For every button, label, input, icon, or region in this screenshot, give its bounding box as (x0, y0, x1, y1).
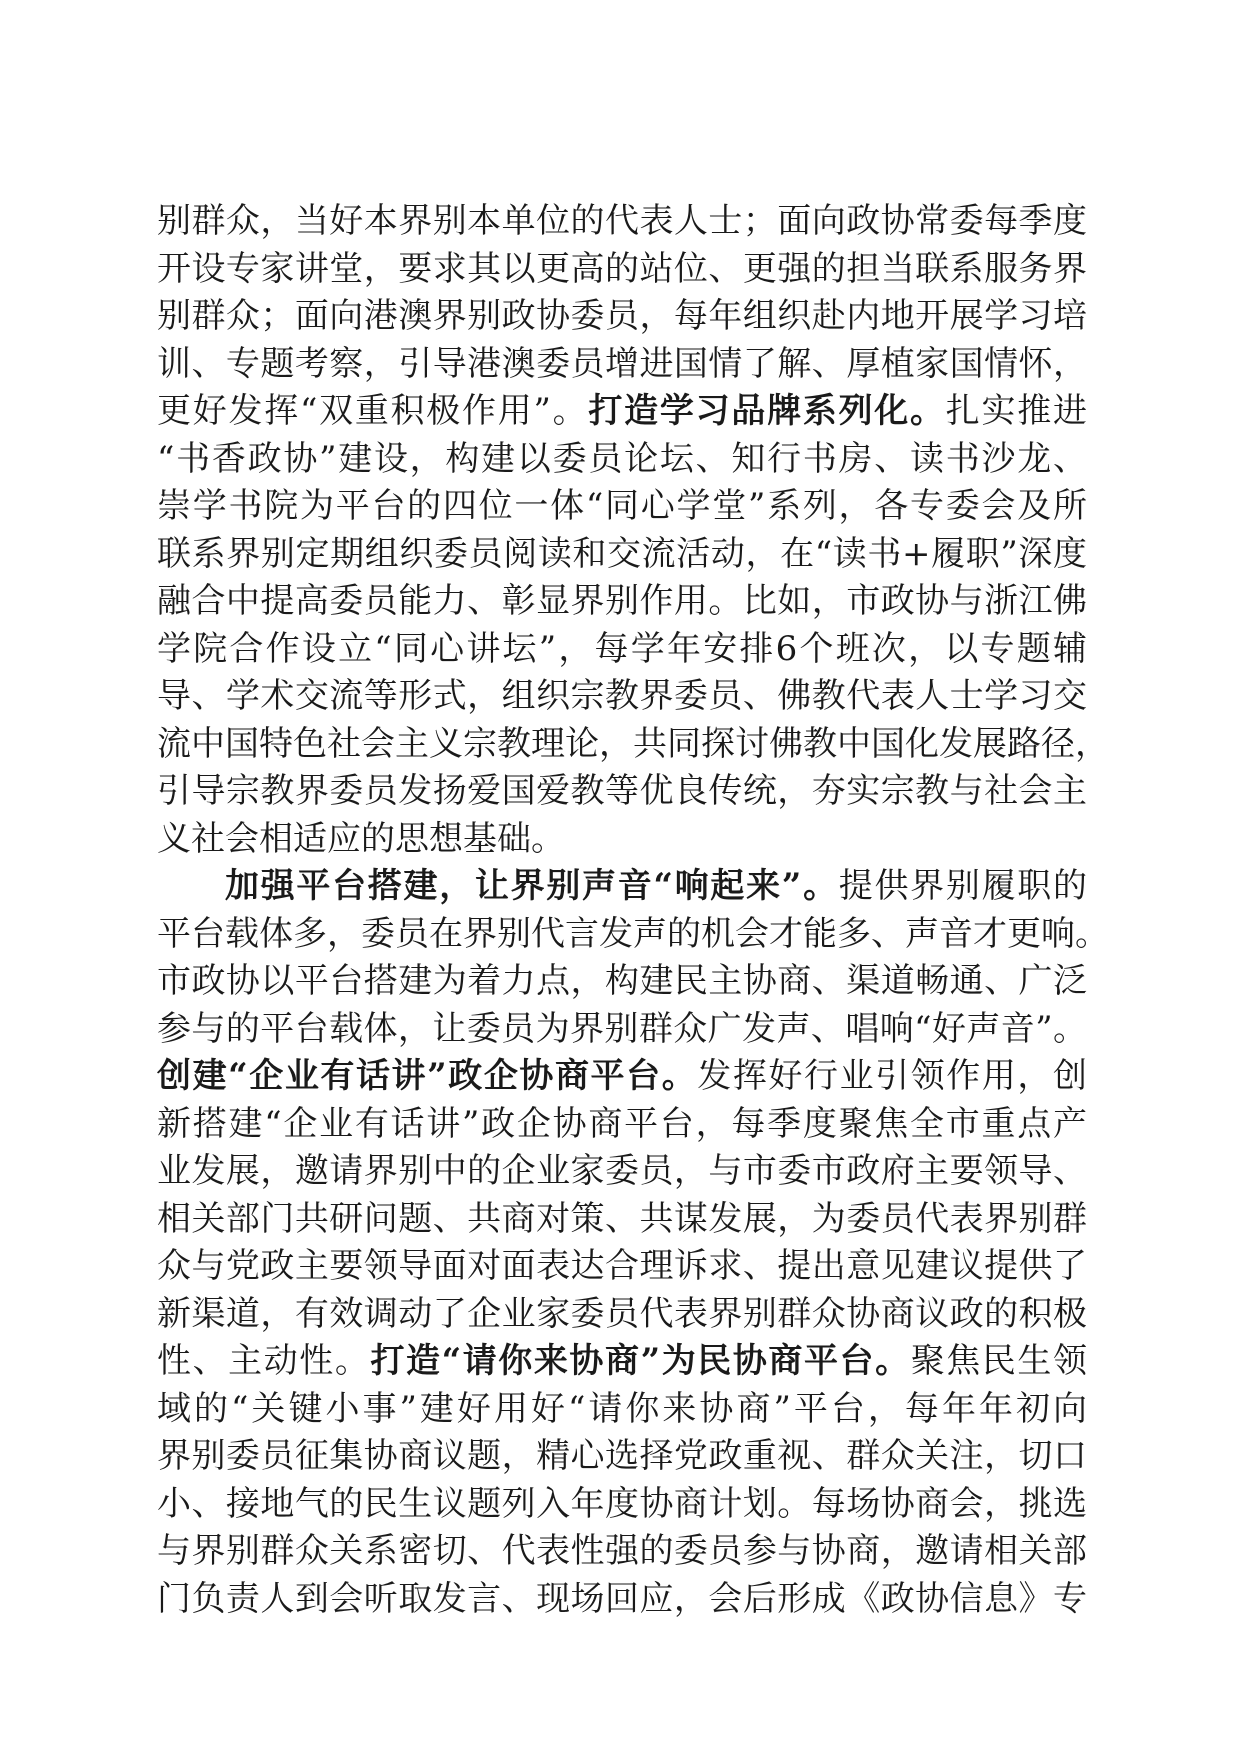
bold-heading-text: 打造“请你来协商”为民协商平台。 (370, 1341, 911, 1381)
text-line (157, 1291, 1087, 1339)
body-text-segment: 业发展，邀请界别中的企业家委员，与市委市政府主要领导、 (157, 1151, 1087, 1191)
body-text-segment: 更好发挥“双重积极作用”。 (157, 391, 589, 431)
bold-heading-text: 创建“企业有话讲”政企协商平台。 (157, 1056, 698, 1096)
text-line (157, 1243, 1087, 1291)
body-text-segment: 引导宗教界委员发扬爱国爱教等优良传统，夯实宗教与社会主 (157, 771, 1087, 811)
bold-heading-text: 加强平台搭建，让界别声音“响起来”。 (225, 866, 839, 906)
text-line (157, 1053, 1087, 1101)
text-line (157, 1101, 1087, 1149)
text-line (157, 958, 1087, 1006)
body-text-segment: 流中国特色社会主义宗教理论，共同探讨佛教中国化发展路径， (157, 723, 1109, 764)
text-line (157, 436, 1087, 484)
text-line (157, 1196, 1087, 1244)
text-line (157, 341, 1087, 389)
body-text-segment: 平台载体多，委员在界别代言发声的机会才能多、声音才更响。 (157, 913, 1109, 954)
text-line (157, 1433, 1087, 1481)
body-text-segment: 与界别群众关系密切、代表性强的委员参与协商，邀请相关部 (157, 1531, 1087, 1571)
text-line (157, 1481, 1087, 1529)
text-line (157, 863, 1087, 911)
body-text-segment: 导、学术交流等形式，组织宗教界委员、佛教代表人士学习交 (157, 676, 1087, 716)
text-line (157, 768, 1087, 816)
text-line (157, 531, 1087, 579)
text-line (157, 1576, 1087, 1624)
text-line (157, 483, 1087, 531)
body-text-segment: 界别委员征集协商议题，精心选择党政重视、群众关注，切口 (157, 1436, 1087, 1476)
body-text-segment: 域的“关键小事”建好用好“请你来协商”平台，每年年初向 (157, 1388, 1087, 1429)
text-line (157, 293, 1087, 341)
text-line (157, 578, 1087, 626)
text-line (157, 1386, 1087, 1434)
body-text-segment: 性、主动性。 (157, 1341, 371, 1381)
text-line (157, 1148, 1087, 1196)
body-text-segment: 融合中提高委员能力、彰显界别作用。比如，市政协与浙江佛 (157, 581, 1087, 621)
body-text-segment: “书香政协”建设，构建以委员论坛、知行书房、读书沙龙、 (157, 438, 1087, 479)
body-text-segment: 联系界别定期组织委员阅读和交流活动，在“读书+履职”深度 (157, 533, 1087, 574)
body-text-segment: 崇学书院为平台的四位一体“同心学堂”系列，各专委会及所 (157, 486, 1087, 526)
body-text (157, 198, 1109, 1623)
body-text-segment: 市政协以平台搭建为着力点，构建民主协商、渠道畅通、广泛 (157, 961, 1087, 1001)
body-text-segment: 学院合作设立“同心讲坛”，每学年安排6个班次，以专题辅 (157, 628, 1087, 669)
text-line (157, 721, 1109, 769)
body-text-segment: 众与党政主要领导面对面表达合理诉求、提出意见建议提供了 (157, 1246, 1087, 1286)
text-line (157, 388, 1087, 436)
body-text-segment: 发挥好行业引领作用，创 (697, 1056, 1088, 1096)
body-text-segment: 参与的平台载体，让委员为界别群众广发声、唱响“好声音”。 (157, 1008, 1087, 1049)
body-text-segment: 开设专家讲堂，要求其以更高的站位、更强的担当联系服务界 (157, 248, 1087, 289)
text-line (157, 626, 1087, 674)
text-line (157, 1006, 1087, 1054)
body-text-segment: 小、接地气的民生议题列入年度协商计划。每场协商会，挑选 (157, 1483, 1087, 1524)
body-text-segment: 新搭建“企业有话讲”政企协商平台，每季度聚焦全市重点产 (157, 1103, 1087, 1144)
body-text-segment: 义社会相适应的思想基础。 (157, 818, 565, 859)
body-text-segment: 相关部门共研问题、共商对策、共谋发展，为委员代表界别群 (157, 1198, 1087, 1239)
body-text-segment: 训、专题考察，引导港澳委员增进国情了解、厚植家国情怀， (157, 343, 1087, 384)
body-text-segment: 别群众；面向港澳界别政协委员，每年组织赴内地开展学习培 (157, 296, 1087, 336)
body-text-segment: 门负责人到会听取发言、现场回应，会后形成《政协信息》专 (157, 1578, 1087, 1619)
text-line (157, 1338, 1087, 1386)
body-text-segment: 提供界别履职的 (838, 866, 1087, 906)
text-line (157, 816, 1087, 864)
body-text-segment: 别群众，当好本界别本单位的代表人士；面向政协常委每季度 (157, 201, 1087, 241)
text-line (157, 911, 1109, 959)
body-text-segment: 新渠道，有效调动了企业家委员代表界别群众协商议政的积极 (157, 1293, 1087, 1334)
text-line (157, 246, 1087, 294)
text-line (157, 673, 1087, 721)
text-line (157, 198, 1087, 246)
text-line (157, 1528, 1087, 1576)
body-text-segment: 聚焦民生领 (910, 1341, 1088, 1381)
bold-heading-text: 打造学习品牌系列化。 (588, 391, 946, 431)
body-text-segment: 扎实推进 (945, 391, 1088, 431)
